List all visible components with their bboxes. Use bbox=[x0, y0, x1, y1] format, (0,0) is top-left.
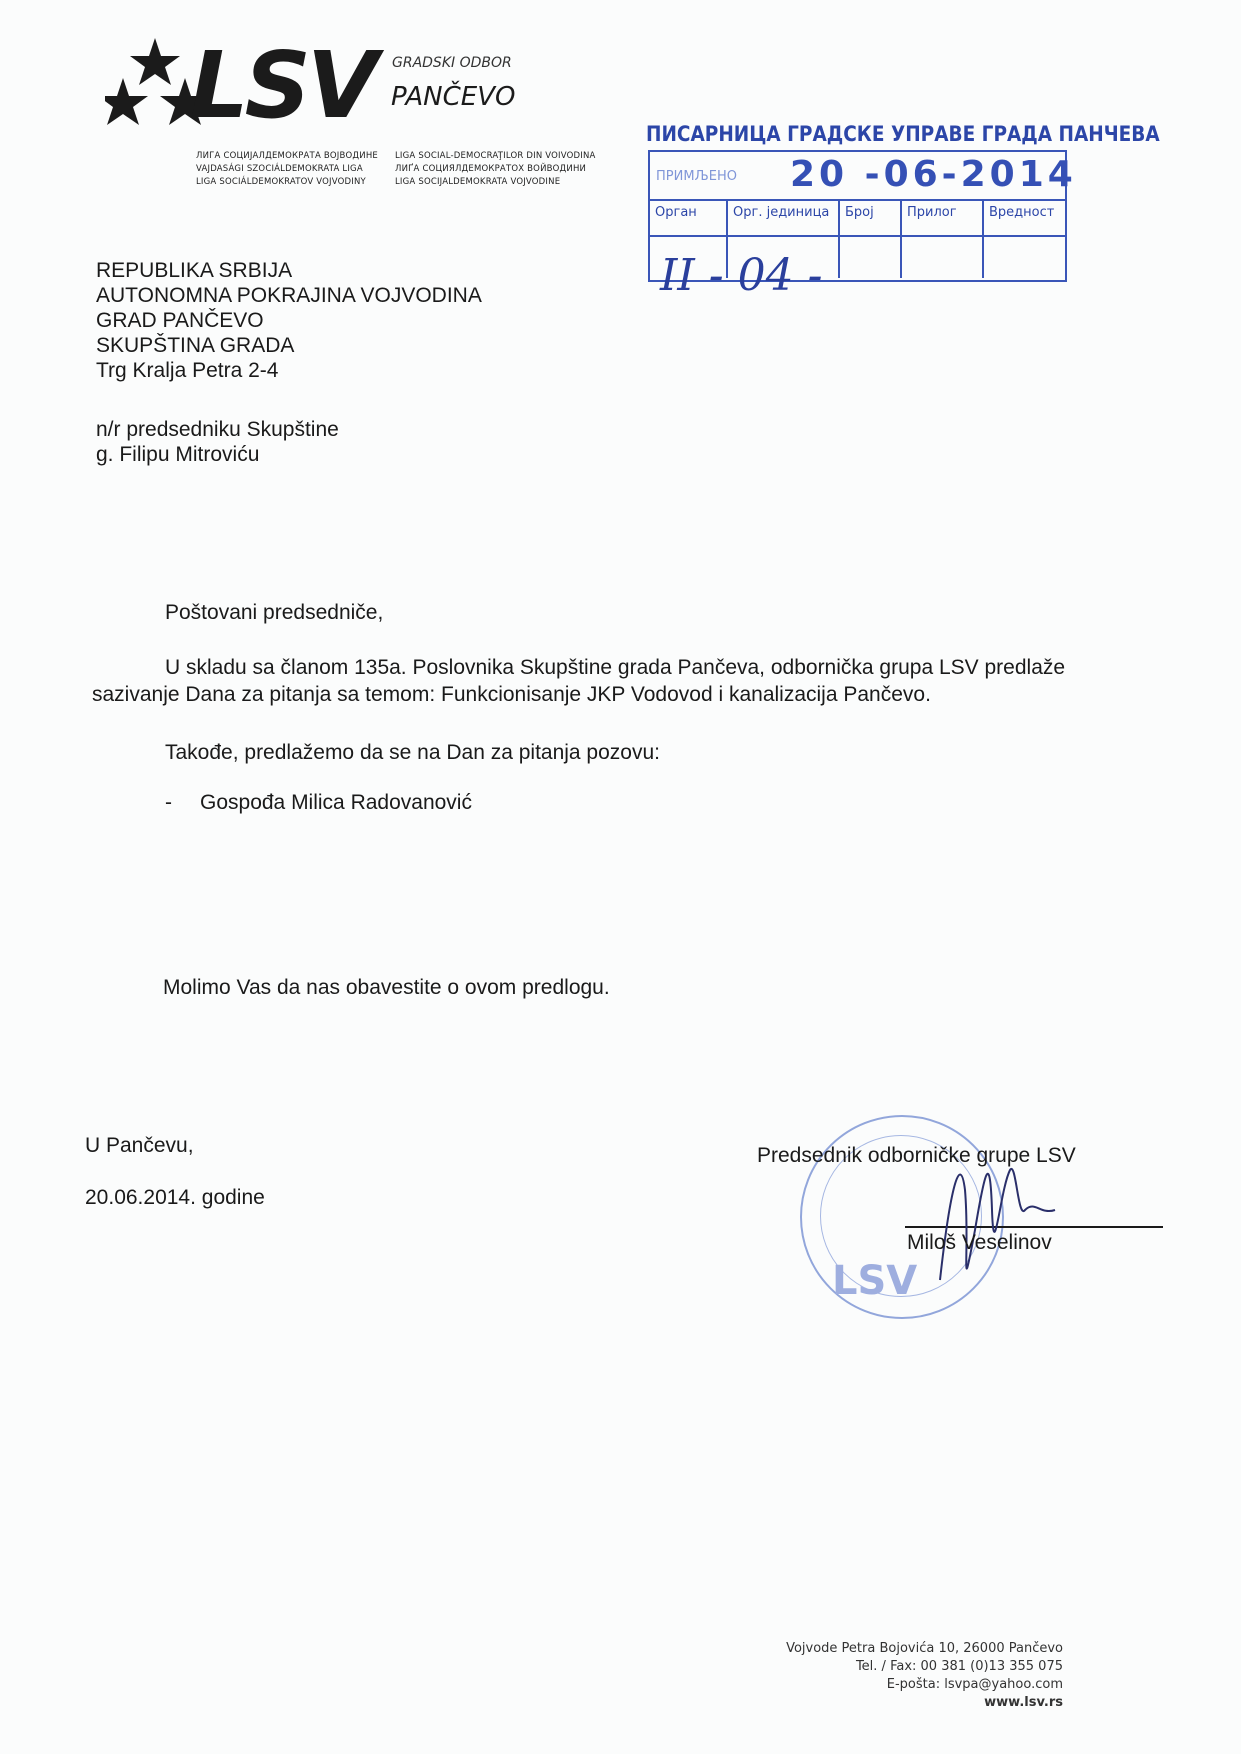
signatory-title: Predsednik odborničke grupe LSV bbox=[757, 1144, 1076, 1167]
footer-website[interactable]: www.lsv.rs bbox=[984, 1695, 1063, 1710]
attention-line: n/r predsedniku Skupštine bbox=[96, 418, 339, 441]
stamp-date: 20 -06-2014 bbox=[790, 154, 1077, 195]
stamp-col: Орган bbox=[650, 203, 726, 237]
footer-address: Vojvode Petra Bojovića 10, 26000 Pančevo bbox=[786, 1641, 1063, 1656]
recipient-attention bbox=[96, 417, 339, 467]
seal-logo-text: LSV bbox=[832, 1258, 918, 1304]
tagline-left bbox=[196, 150, 378, 189]
attention-line: g. Filipu Mitroviću bbox=[96, 443, 260, 466]
tagline-line: ЛИГА СОЦИЈАЛДЕМОКРАТА ВОЈВОДИНЕ bbox=[196, 151, 378, 161]
stamp-col: Број bbox=[840, 203, 900, 237]
footer-contact bbox=[786, 1640, 1063, 1712]
paragraph-1-line-2: sazivanje Dana za pitanja sa temom: Funkcionisanje JKP Vodovod i kanalizacija Pančevo. bbox=[92, 683, 931, 706]
address-line: GRAD PANČEVO bbox=[96, 309, 264, 332]
stamp-handwritten-number: II - 04 - bbox=[660, 250, 823, 301]
tagline-line: LIGA SOCIÁLDEMOKRATOV VOJVODINY bbox=[196, 177, 366, 187]
closing-sentence: Molimo Vas da nas obavestite o ovom predlogu. bbox=[163, 976, 610, 999]
paragraph-2: Takođe, predlažemo da se na Dan za pitanja pozovu: bbox=[165, 741, 660, 764]
paragraph-1-line-1: U skladu sa članom 135a. Poslovnika Skupštine grada Pančeva, odbornička grupa LSV predlaže bbox=[165, 656, 1066, 679]
address-line: AUTONOMNA POKRAJINA VOJVODINA bbox=[96, 284, 482, 307]
tagline-line: VAJDASÁGI SZOCIÁLDEMOKRATA LIGA bbox=[196, 164, 363, 174]
address-line: SKUPŠTINA GRADA bbox=[96, 334, 295, 357]
tagline-line: LIGA SOCIJALDEMOKRATA VOJVODINE bbox=[395, 177, 561, 187]
signatory-name: Miloš Veselinov bbox=[907, 1231, 1052, 1254]
address-line: Trg Kralja Petra 2-4 bbox=[96, 359, 279, 382]
stamp-col: Орг. јединица bbox=[728, 203, 838, 237]
tagline-line: ЛИҐА СОЦИЯЛДЕМОКРАТОХ ВОЙВОДИНИ bbox=[395, 164, 587, 174]
invitee-bullet: - bbox=[165, 791, 172, 814]
invitee: Gospođa Milica Radovanović bbox=[200, 791, 472, 814]
tagline-right bbox=[395, 150, 596, 189]
stamp-received-label: ПРИМЉЕНО bbox=[656, 169, 737, 184]
logo-subtitle: GRADSKI ODBOR bbox=[392, 55, 512, 71]
footer-email[interactable]: E-pošta: lsvpa@yahoo.com bbox=[886, 1677, 1063, 1692]
address-line: REPUBLIKA SRBIJA bbox=[96, 259, 293, 282]
recipient-address bbox=[96, 258, 482, 383]
stamp-title: ПИСАРНИЦА ГРАДСКЕ УПРАВЕ ГРАДА ПАНЧЕВА bbox=[646, 122, 1160, 146]
footer-phone: Tel. / Fax: 00 381 (0)13 355 075 bbox=[855, 1659, 1063, 1674]
logo-text: LSV bbox=[190, 32, 375, 139]
place: U Pančevu, bbox=[85, 1134, 194, 1157]
salutation: Poštovani predsedniče, bbox=[165, 601, 384, 624]
logo-city: PANČEVO bbox=[391, 82, 516, 112]
stamp-col: Прилог bbox=[902, 203, 982, 237]
tagline-line: LIGA SOCIAL-DEMOCRAŢILOR DIN VOIVODINA bbox=[395, 151, 596, 161]
stamp-col: Вредност bbox=[984, 203, 1065, 237]
date: 20.06.2014. godine bbox=[85, 1186, 265, 1209]
